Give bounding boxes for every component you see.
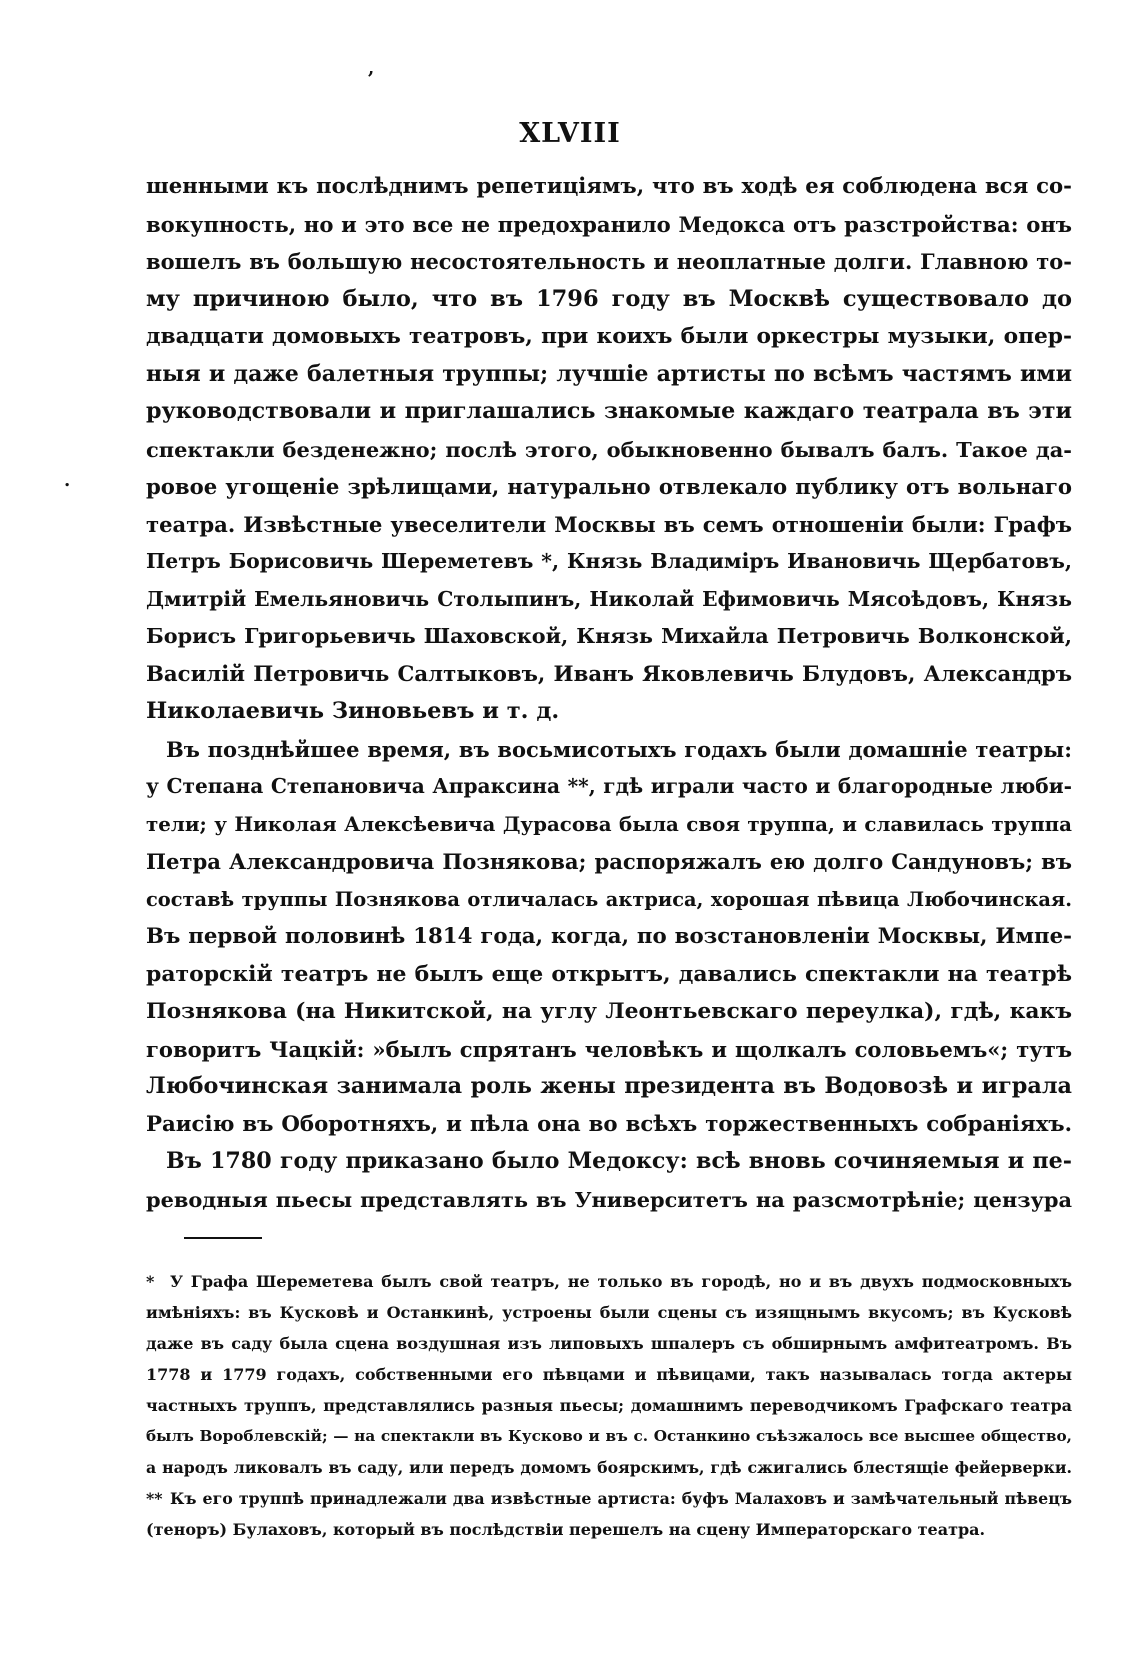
footnotes [146, 1266, 1072, 1545]
text-line: руководствовали и приглашались знакомые каждаго театрала въ эти [146, 398, 1072, 424]
text-line: Николаевичь Зиновьевъ и т. д. [146, 698, 560, 724]
footnote-marker: ** [146, 1489, 163, 1508]
footnote-line: а народъ ликовалъ въ саду, или передъ домомъ боярскимъ, гдѣ сжигались блестящіе фейерверки. [146, 1458, 1072, 1477]
text-line: Любочинская занимала роль жены президента въ Водовозѣ и играла [146, 1073, 1072, 1099]
text-line: Борисъ Григорьевичь Шаховской, Князь Михайла Петровичь Волконской, [146, 624, 1072, 648]
text-line: Василій Петровичь Салтыковъ, Иванъ Яковлевичь Блудовъ, Александръ [146, 661, 1072, 687]
footnote-text: У Графа Шереметева былъ свой театръ, не только въ городѣ, но и въ двухъ подмосковныхъ [170, 1272, 1072, 1291]
text-line: раторскій театръ не былъ еще открытъ, давались спектакли на театрѣ [146, 960, 1072, 987]
footnote-line: даже въ саду была сцена воздушная изъ липовыхъ шпалеръ съ обширнымъ амфитеатромъ. Въ [146, 1334, 1072, 1353]
text-line: спектакли безденежно; послѣ этого, обыкновенно бывалъ балъ. Такое да- [146, 436, 1072, 462]
footnote-line: имѣніяхъ: въ Кусковѣ и Останкинѣ, устроены были сцены съ изящнымъ вкусомъ; въ Кусковѣ [146, 1303, 1072, 1322]
footnote-text: Къ его труппѣ принадлежали два извѣстные артиста: буфъ Малаховъ и замѣчательный пѣвецъ [170, 1489, 1072, 1508]
text-line: реводныя пьесы представлять въ Университетъ на разсмотрѣніе; цензура [146, 1186, 1072, 1212]
text-line: Познякова (на Никитской, на углу Леонтьевскаго переулка), гдѣ, какъ [146, 998, 1072, 1024]
footnote-line: былъ Вороблевскій; — на спектакли въ Кусково и въ с. Останкино съѣзжалось все высшее общество, [146, 1427, 1072, 1445]
text-line: вокупность, но и это все не предохранило Медокса отъ разстройства: онъ [146, 211, 1072, 237]
text-line: Петръ Борисовичь Шереметевъ *, Князь Владиміръ Ивановичь Щербатовъ, [146, 549, 1072, 573]
text-line: Въ 1780 году приказано было Медоксу: всѣ вновь сочиняемыя и пе- [166, 1148, 1072, 1174]
text-line: у Степана Степановича Апраксина **, гдѣ играли часто и благородные люби- [146, 774, 1072, 798]
text-line: му причиною было, что въ 1796 году въ Москвѣ существовало до [146, 285, 1072, 312]
text-line: Дмитрій Емельяновичь Столыпинъ, Николай Ефимовичь Мясоѣдовъ, Князь [146, 586, 1072, 611]
footnote-line [146, 1483, 1072, 1514]
text-line: говоритъ Чацкій: »былъ спрятанъ человѣкъ и щолкалъ соловьемъ«; тутъ [146, 1036, 1072, 1062]
footnote-line [146, 1266, 1072, 1297]
stray-mark: . [64, 470, 71, 491]
page-number: XLVIII [519, 118, 621, 149]
footnote-marker: * [146, 1272, 155, 1291]
text-line: Петра Александровича Познякова; распоряжалъ ею долго Сандуновъ; въ [146, 849, 1072, 874]
text-line: театра. Извѣстные увеселители Москвы въ семъ отношеніи были: Графъ [146, 511, 1072, 537]
footnote-line: 1778 и 1779 годахъ, собственными его пѣвцами и пѣвицами, такъ называлась тогда актеры [146, 1365, 1072, 1384]
text-line: Въ позднѣйшее время, въ восьмисотыхъ годахъ были домашніе театры: [166, 736, 1072, 762]
stray-mark: , [368, 58, 375, 79]
text-line: Въ первой половинѣ 1814 года, когда, по возстановленіи Москвы, Импе- [146, 924, 1072, 949]
text-line: шенными къ послѣднимъ репетиціямъ, что въ ходѣ ея соблюдена вся со- [146, 174, 1072, 199]
text-line: ровое угощеніе зрѣлищами, натурально отвлекало публику отъ вольнаго [146, 474, 1072, 499]
text-line: составѣ труппы Познякова отличалась актриса, хорошая пѣвица Любочинская. [146, 887, 1072, 911]
text-line: тели; у Николая Алексѣевича Дурасова была своя труппа, и славилась труппа [146, 811, 1072, 836]
text-line: вошелъ въ большую несостоятельность и неоплатные долги. Главною то- [146, 249, 1072, 274]
main-text [146, 168, 1072, 1218]
footnote-line: (теноръ) Булаховъ, который въ послѣдствіи перешелъ на сцену Императорскаго театра. [146, 1520, 986, 1539]
footnote-divider [184, 1237, 262, 1239]
footnote-line: частныхъ труппъ, представлялись разныя пьесы; домашнимъ переводчикомъ Графскаго театра [146, 1396, 1072, 1415]
text-line: ныя и даже балетныя труппы; лучшіе артисты по всѣмъ частямъ ими [146, 360, 1072, 387]
text-line: Раисію въ Оборотняхъ, и пѣла она во всѣхъ торжественныхъ собраніяхъ. [146, 1111, 1072, 1137]
text-line: двадцати домовыхъ театровъ, при коихъ были оркестры музыки, опер- [146, 324, 1072, 349]
